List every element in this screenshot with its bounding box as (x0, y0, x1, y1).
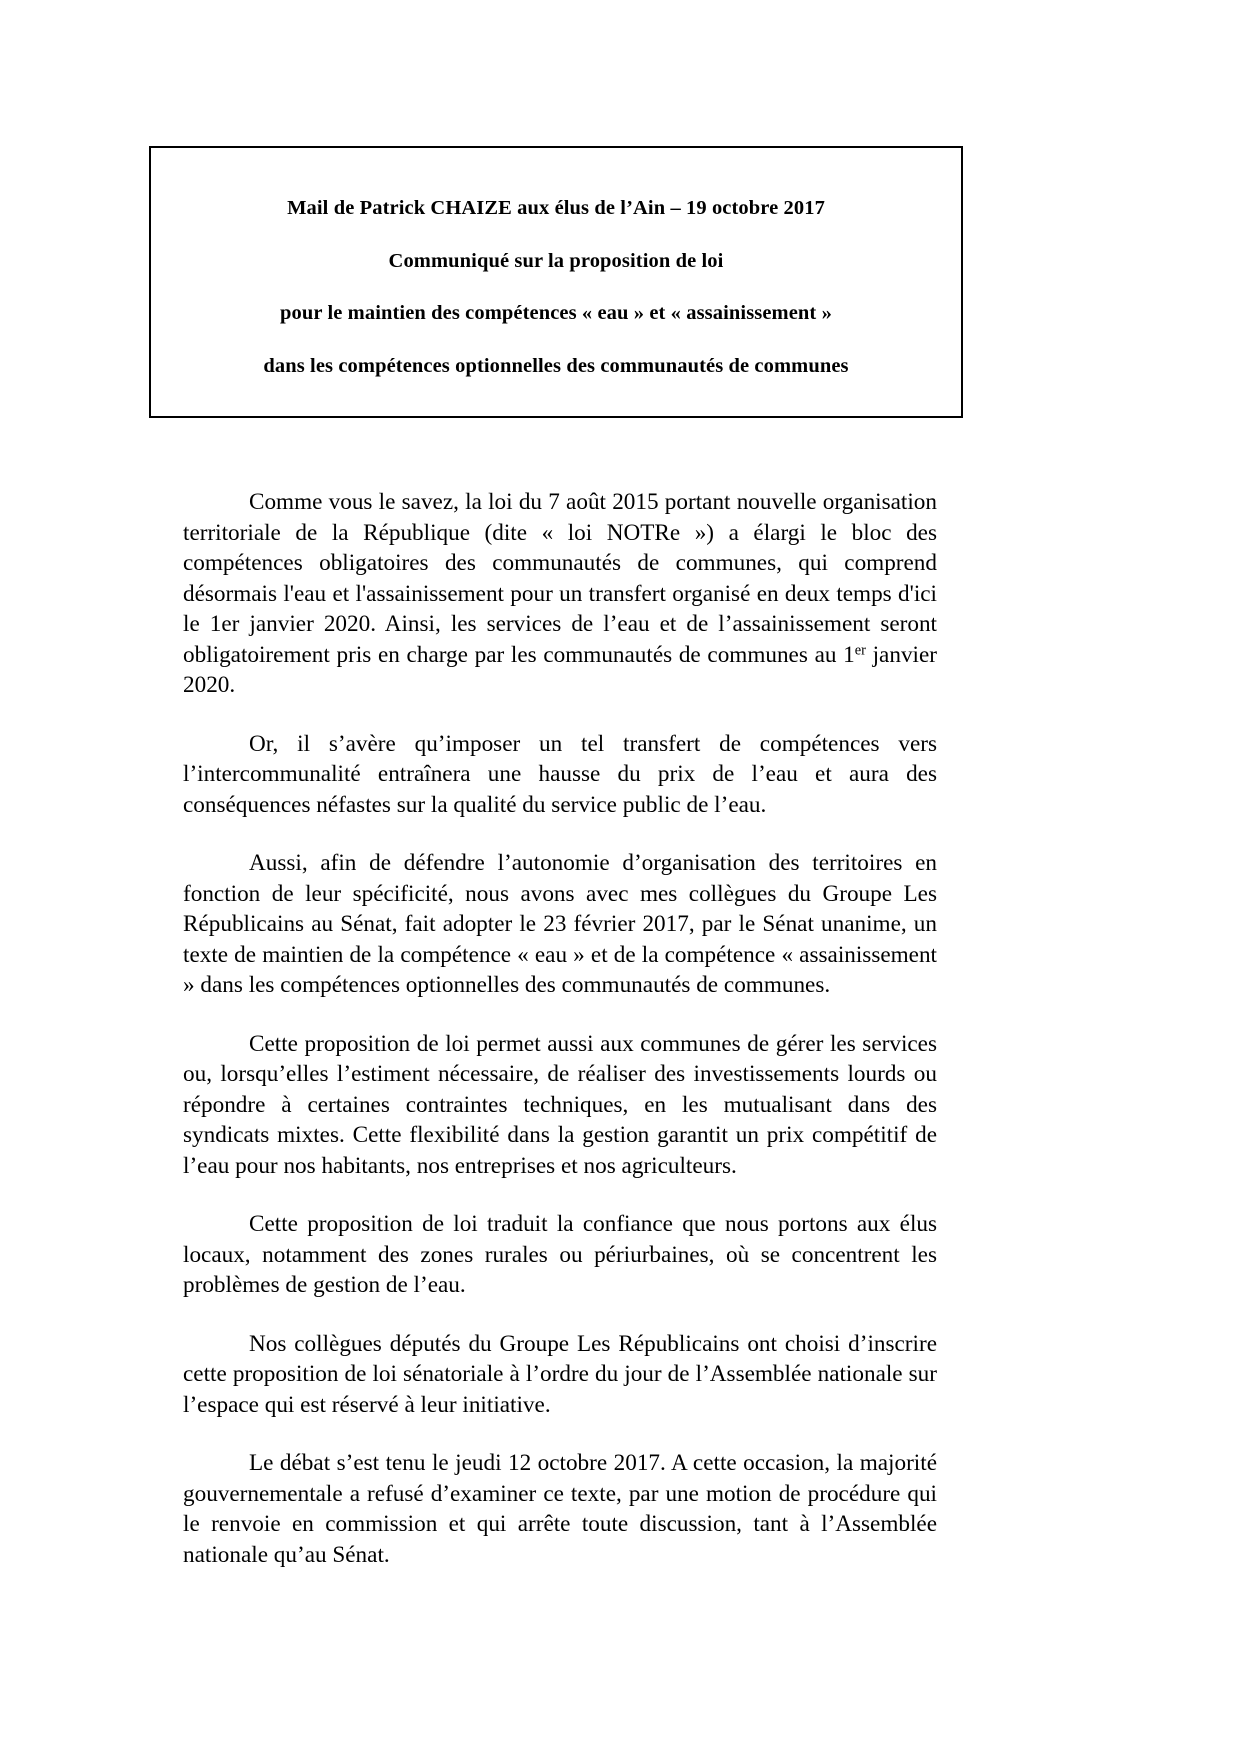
header-line-1: Mail de Patrick CHAIZE aux élus de l’Ain – 19 octobre 2017 (287, 197, 825, 219)
header-title-box-inner (151, 148, 961, 416)
header-line-2: Communiqué sur la proposition de loi (388, 249, 724, 272)
header-line-3: pour le maintien des compétences « eau » et « assainissement » (280, 302, 832, 325)
body-paragraph: Cette proposition de loi traduit la confiance que nous portons aux élus locaux, notamment des zones rurales ou périurbaines, où se concentrent les problèmes de gestion de l’eau. (183, 1211, 937, 1298)
document-body (183, 487, 937, 1570)
body-paragraph: Comme vous le savez, la loi du 7 août 2015 portant nouvelle organisation territoriale de la République (dite « loi NOTRe ») a élargi le bloc des compétences obligatoires des communautés de communes, qui comprend désormais l'eau et l'assainissement pour un transfert organisé en deux temps d'ici le 1er janvier 2020. Ainsi, les services de l’eau et de l’assainissement seront obligatoirement pris en charge par les communautés de communes au 1er janvier 2020. (183, 489, 937, 698)
body-paragraph: Nos collègues députés du Groupe Les Républicains ont choisi d’inscrire cette proposition de loi sénatoriale à l’ordre du jour de l’Assemblée nationale sur l’espace qui est réservé à leur initiative. (183, 1330, 937, 1418)
header-title-box (149, 146, 963, 418)
body-paragraph: Aussi, afin de défendre l’autonomie d’organisation des territoires en fonction de leur spécificité, nous avons avec mes collègues du Groupe Les Républicains au Sénat, fait adopter le 23 février 2017, par le Sénat unanime, un texte de maintien de la compétence « eau » et de la compétence « assainissement » dans les compétences optionnelles des communautés de communes. (183, 850, 937, 998)
header-line-4: dans les compétences optionnelles des communautés de communes (263, 354, 849, 377)
body-paragraph: Or, il s’avère qu’imposer un tel transfert de compétences vers l’intercommunalité entraînera une hausse du prix de l’eau et aura des conséquences néfastes sur la qualité du service public de l’eau. (183, 730, 937, 818)
body-paragraph: Cette proposition de loi permet aussi aux communes de gérer les services ou, lorsqu’elles l’estiment nécessaire, de réaliser des investissements lourds ou répondre à certaines contraintes techniques, en les mutualisant dans des syndicats mixtes. Cette flexibilité dans la gestion garantit un prix compétitif de l’eau pour nos habitants, nos entreprises et nos agriculteurs. (183, 1030, 937, 1179)
ordinal-superscript: er (854, 642, 866, 659)
body-paragraph: Le débat s’est tenu le jeudi 12 octobre 2017. A cette occasion, la majorité gouvernementale a refusé d’examiner ce texte, par une motion de procédure qui le renvoie en commission et qui arrête toute discussion, tant à l’Assemblée nationale qu’au Sénat. (183, 1450, 937, 1568)
